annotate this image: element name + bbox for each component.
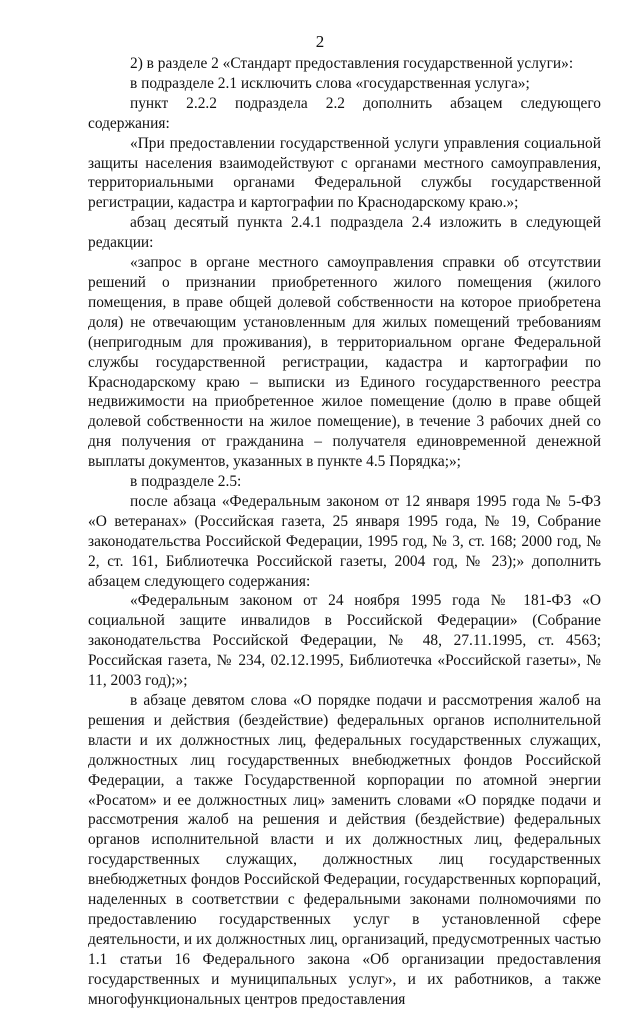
paragraph-ninth-abzac: в абзаце девятом слова «О порядке подачи и рассмотрения жалоб на решения и действия (бездействие) федеральных органов исполнительной власти и их должностных лиц, федеральных государственных служащих, должностных лиц государственных внебюджетных фондов Российской Федерации, а также Государственной корпорации по атомной энергии «Росатом» и ее должностных лиц» заменить словами «О порядке подачи и рассмотрения жалоб на решения и действия (бездействие) федеральных органов исполнительной власти и их должностных лиц, федеральных государственных служащих, должностных лиц государственных внебюджетных фондов Российской Федерации, государственных корпораций, наделенных в соответствии с федеральными законами полномочиями по предоставлению государственных услуг в установленной сфере деятельности, и их должностных лиц, организаций, предусмотренных частью 1.1 статьи 16 Федерального закона «Об организации предоставления государственных и муниципальных услуг», и их работников, а также многофункциональных центров предоставления (88, 692, 601, 1008)
document-body (88, 54, 601, 1010)
paragraph-point-2-4-1: абзац десятый пункта 2.4.1 подраздела 2.4 изложить в следующей редакции: (88, 214, 601, 252)
paragraph-quote-interaction: «При предоставлении государственной услуги управления социальной защиты населения взаимодействуют с органами местного самоуправления, территориальными органами Федеральной службы государственной регистрации, кадастра и картографии по Краснодарскому краю.»; (88, 134, 601, 212)
paragraph-quote-request: «запрос в органе местного самоуправления справки об отсутствии решений о признании приобретенного жилого помещения (жилого помещения, в праве общей долевой собственности на которое приобретена доля) не отвечающим установленным для жилых помещений требованиям (непригодным для проживания), в территориальном органе Федеральной службы государственной регистрации, кадастра и картографии по Краснодарскому краю – выписки из Единого государственного реестра недвижимости на приобретенное жилое помещение (долю в праве общей долевой собственности на жилое помещение), в течение 3 рабочих дней со дня получения от гражданина – получателя единовременной денежной выплаты документов, указанных в пункте 4.5 Порядка;»; (88, 254, 601, 471)
paragraph-point-2-2-2: пункт 2.2.2 подраздела 2.2 дополнить абзацем следующего содержания: (88, 94, 601, 132)
page-number: 2 (315, 32, 325, 51)
paragraph-after-veterans-law: после абзаца «Федеральным законом от 12 января 1995 года № 5-ФЗ «О ветеранах» (Российская газета, 25 января 1995 года, № 19, Собрание законодательства Российской Федерации, 1995 год, № 3, ст. 168; 2000 год, № 2, ст. 161, Библиотечка Российской газеты, 2004 год, № 23);» дополнить абзацем следующего содержания: (88, 492, 601, 590)
paragraph-subsection-2-1: в подразделе 2.1 исключить слова «государственная услуга»; (130, 74, 530, 92)
paragraph-section-2-heading: 2) в разделе 2 «Стандарт предоставления государственной услуги»: (130, 55, 574, 72)
paragraph-quote-disabled-law: «Федеральным законом от 24 ноября 1995 года № 181-ФЗ «О социальной защите инвалидов в Российской Федерации» (Собрание законодательства Российской Федерации, № 48, 27.11.1995, ст. 4563; Российская газета, № 234, 02.12.1995, Библиотечка «Российской газеты», № 11, 2003 год);»; (88, 592, 601, 690)
paragraph-subsection-2-5: в подразделе 2.5: (130, 473, 242, 491)
